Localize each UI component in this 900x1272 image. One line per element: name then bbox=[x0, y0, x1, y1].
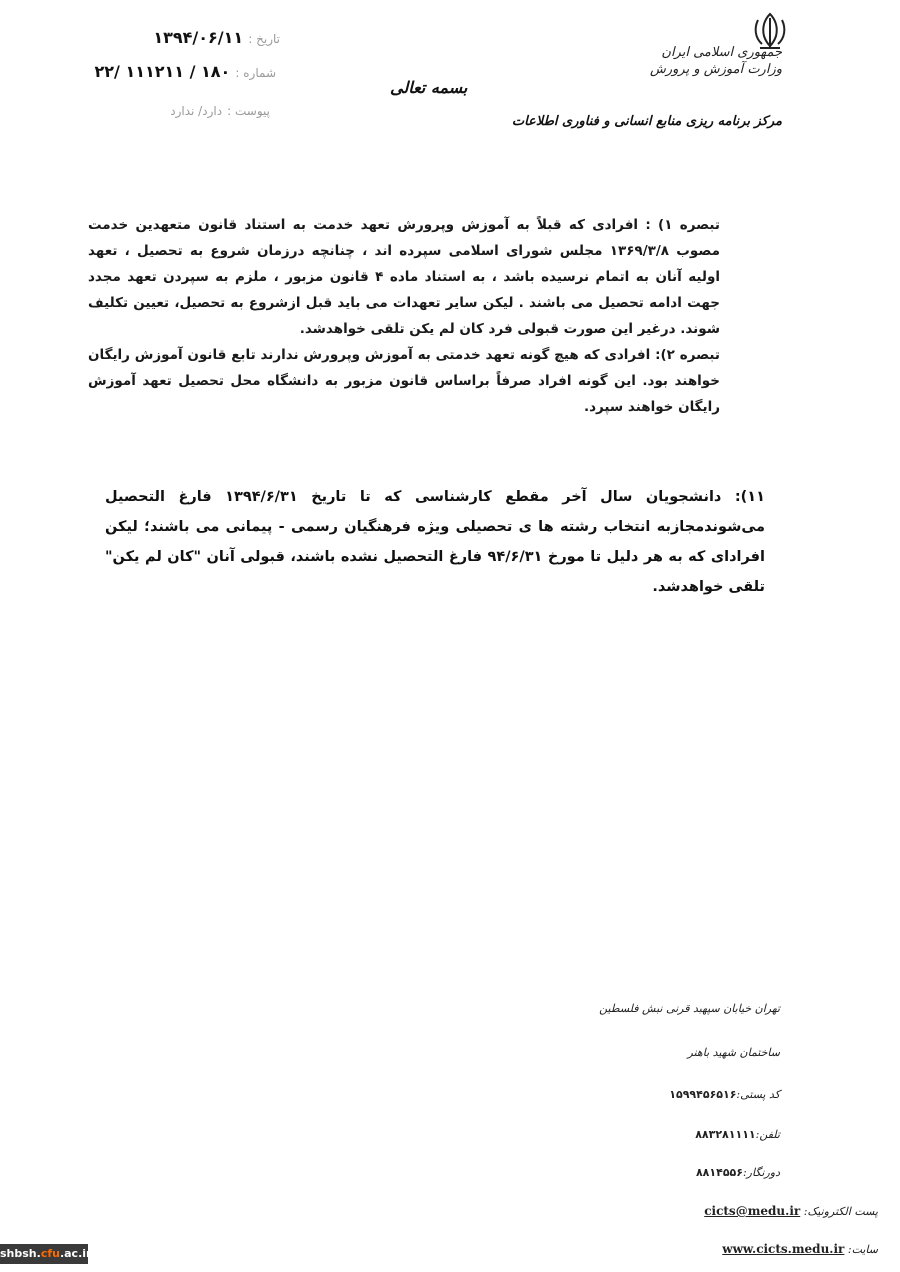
attachment-label: پیوست : bbox=[227, 104, 270, 118]
center-name: مرکز برنامه ریزی منابع انسانی و فناوری اطلاعات bbox=[511, 114, 782, 129]
postal-label: کد پستی: bbox=[736, 1088, 780, 1101]
postal-code bbox=[669, 1088, 780, 1101]
note-1: تبصره ۱) : افرادی که قبلاً به آموزش وپرورش تعهد خدمت به استناد قانون متعهدین خدمت مصوب ۱۳۶۹/۳/۸ مجلس شورای اسلامی سپرده اند ، چنانچه درزمان شروع به تحصیل ، تعهد اولیه آنان به اتمام نرسیده باشد ، به استناد ماده ۴ قانون مزبور ، ملزم به سپردن تعهد مجدد جهت ادامه تحصیل می باشند . لیکن سایر تعهدات می باید قبل ازشروع به تحصیل، تعیین تکلیف شوند. درغیر این صورت قبولی فرد کان لم یکن تلقی خواهدشد. bbox=[88, 217, 721, 337]
fax bbox=[696, 1166, 780, 1179]
watermark-suffix: .ac.ir bbox=[59, 1247, 92, 1260]
email bbox=[704, 1204, 878, 1218]
fax-value: ۸۸۱۴۵۵۶ bbox=[695, 1166, 743, 1179]
number-row bbox=[66, 62, 276, 88]
email-label: پست الکترونیک: bbox=[803, 1205, 878, 1218]
ministry-line-2: وزارت آموزش و پرورش bbox=[649, 62, 782, 77]
item-11: ۱۱): دانشجویان سال آخر مقطع کارشناسی که تا تاریخ ۱۳۹۴/۶/۳۱ فارغ التحصیل می‌شوندمجازبه انتخاب رشته ها ی تحصیلی ویژه فرهنگیان رسمی - پیمانی می باشند؛ لیکن افرادای که به هر دلیل تا مورخ ۹۴/۶/۳۱ فارغ التحصیل نشده باشند، قبولی آنان "کان لم یکن" تلقی خواهدشد. bbox=[105, 489, 765, 595]
ministry-name bbox=[650, 44, 782, 78]
attachment-row bbox=[150, 100, 270, 126]
attachment-value: دارد/ ندارد bbox=[170, 104, 223, 118]
address-line-2: ساختمان شهید باهنر bbox=[687, 1046, 780, 1059]
document-body bbox=[88, 212, 720, 420]
watermark-accent: cfu bbox=[40, 1247, 60, 1260]
fax-label: دورنگار: bbox=[742, 1166, 780, 1179]
watermark-prefix: shbsh. bbox=[0, 1247, 41, 1260]
bismillah: بسمه تعالی bbox=[390, 78, 468, 97]
ministry-line-1: جمهوری اسلامی ایران bbox=[661, 45, 782, 60]
phone bbox=[695, 1128, 780, 1141]
note-2: تبصره ۲): افرادی که هیچ گونه تعهد خدمتی به آموزش وپرورش ندارند تابع قانون آموزش رایگان خواهند بود. این گونه افراد صرفاً براساس قانون مزبور به دانشگاه محل تحصیل تعهد آموزش رایگان خواهند سپرد. bbox=[88, 347, 720, 415]
date-label: تاریخ : bbox=[248, 32, 280, 46]
address-line-1: تهران خیابان سپهبد قرنی نبش فلسطین bbox=[599, 1002, 780, 1015]
website-link[interactable]: www.cicts.medu.ir bbox=[722, 1242, 845, 1256]
phone-label: تلفن: bbox=[755, 1128, 780, 1141]
date-row bbox=[120, 28, 280, 54]
phone-value: ۸۸۳۲۸۱۱۱۱ bbox=[695, 1128, 756, 1141]
watermark-badge bbox=[0, 1244, 92, 1264]
number-value: ۱۸۰ / ۱۱۱۲۱۱ /۲۲ bbox=[94, 62, 231, 81]
date-value: ۱۳۹۴/۰۶/۱۱ bbox=[153, 28, 244, 47]
site-label: سایت: bbox=[847, 1243, 878, 1256]
website bbox=[722, 1242, 878, 1256]
email-link[interactable]: cicts@medu.ir bbox=[704, 1204, 801, 1218]
postal-value: ۱۵۹۹۴۵۶۵۱۶ bbox=[669, 1088, 737, 1101]
number-label: شماره : bbox=[235, 66, 276, 80]
